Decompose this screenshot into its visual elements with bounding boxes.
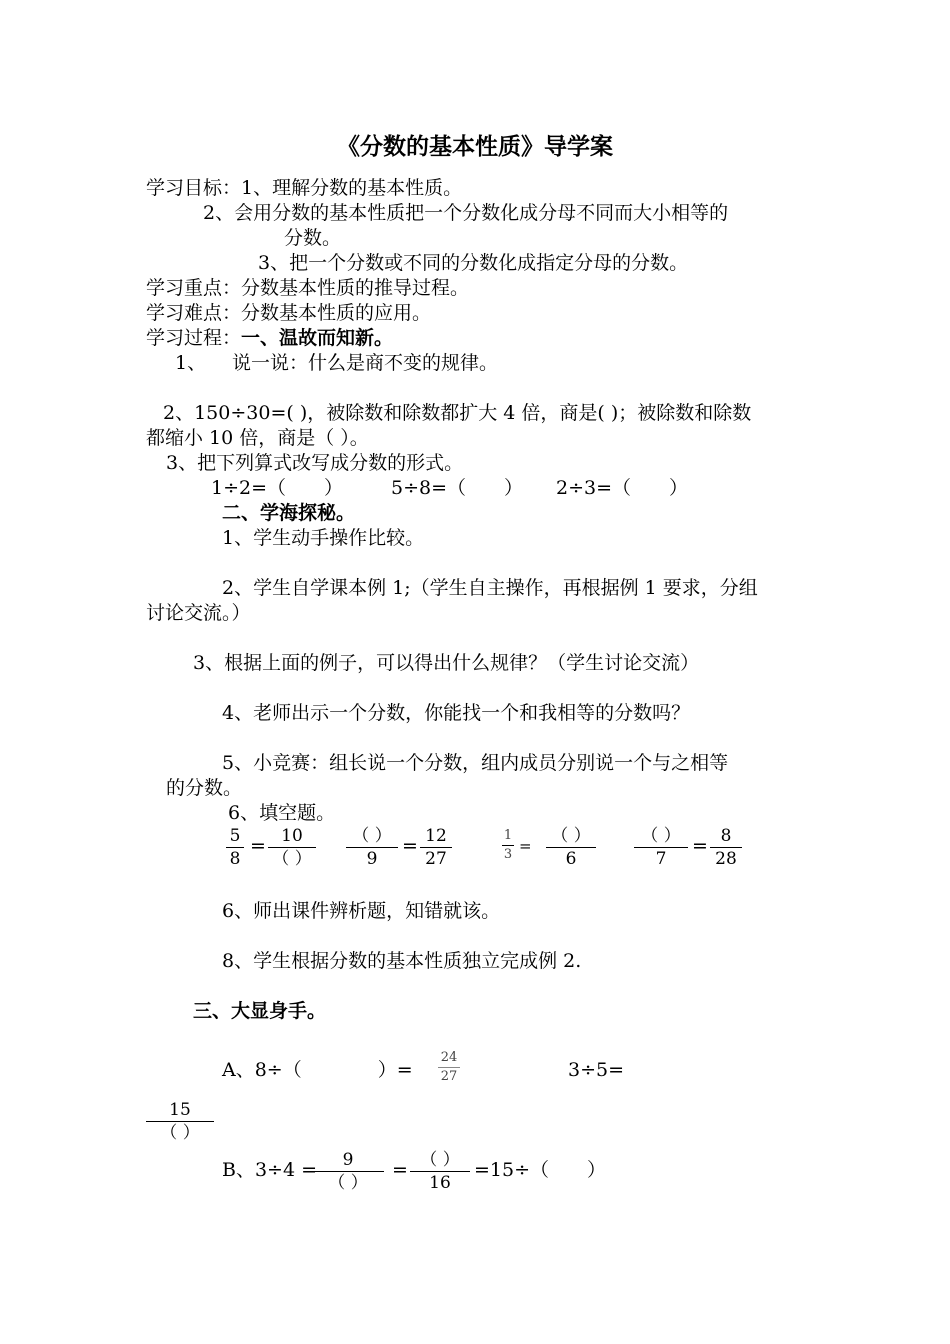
s2-item-1: 1、学生动手操作比较。: [222, 527, 425, 549]
numerator-blank[interactable]: （ ）: [641, 826, 681, 846]
numerator-blank[interactable]: （ ）: [352, 826, 392, 846]
q2-line-a: 2、150÷30=( )，被除数和除数都扩大 4 倍，商是( )；被除数和除数: [163, 402, 752, 424]
numerator: 5: [229, 826, 241, 846]
goals-line-1: [146, 176, 462, 200]
denominator: 27: [425, 849, 447, 869]
fraction: [634, 826, 688, 869]
exercise-b-tail: =15÷（ ）: [474, 1159, 607, 1181]
goal-2b: 分数。: [284, 227, 342, 249]
fraction: [146, 1100, 214, 1143]
q1-number: 1、: [175, 352, 207, 374]
goal-1: 1、理解分数的基本性质。: [241, 177, 463, 199]
denominator: 27: [440, 1069, 458, 1084]
s2-item-2b: 讨论交流。）: [146, 602, 251, 624]
q3-expr-2: 5÷8=（ ）: [391, 477, 524, 499]
numerator: 1: [503, 828, 513, 843]
numerator: 8: [720, 826, 732, 846]
fraction: [346, 826, 398, 869]
numerator: 10: [281, 826, 303, 846]
equals-sign: =: [402, 835, 418, 857]
q3-expr-1: 1÷2=（ ）: [211, 477, 344, 499]
s2-item-8: 8、学生根据分数的基本性质独立完成例 2.: [222, 950, 582, 972]
fraction: [502, 828, 514, 863]
numerator: 12: [425, 826, 447, 846]
denominator: 6: [565, 849, 577, 869]
denominator-blank[interactable]: （ ）: [272, 849, 312, 869]
numerator-blank[interactable]: （ ）: [420, 1150, 460, 1170]
s2-item-6: 6、填空题。: [228, 802, 336, 824]
s2-item-5b: 的分数。: [166, 777, 243, 799]
s2-item-4: 4、老师出示一个分数，你能找一个和我相等的分数吗？: [222, 702, 691, 724]
q3-text: 3、把下列算式改写成分数的形式。: [166, 452, 464, 474]
fraction: [312, 1150, 384, 1193]
denominator: 3: [503, 847, 513, 862]
fraction: [420, 826, 452, 869]
fraction: [410, 1150, 470, 1193]
section-1-heading: 一、温故而知新。: [241, 327, 394, 349]
equals-sign: =: [250, 835, 266, 857]
denominator: 16: [429, 1173, 451, 1193]
denominator-blank[interactable]: （ ）: [328, 1173, 368, 1193]
numerator: 9: [342, 1150, 354, 1170]
goals-label: 学习目标：: [146, 177, 242, 199]
goal-3: 3、把一个分数或不同的分数化成指定分母的分数。: [258, 252, 689, 274]
difficulty-line: 学习难点：分数基本性质的应用。: [146, 302, 432, 324]
q1-text: 说一说：什么是商不变的规律。: [232, 352, 499, 374]
fraction: [710, 826, 742, 869]
equals-sign: =: [692, 835, 708, 857]
goal-2a: 2、会用分数的基本性质把一个分数化成分母不同而大小相等的: [203, 202, 729, 224]
denominator: 9: [366, 849, 378, 869]
s2-item-5a: 5、小竞赛：组长说一个分数，组内成员分别说一个与之相等: [222, 752, 729, 774]
s2-item-2a: 2、学生自学课本例 1;（学生自主操作，再根据例 1 要求，分组: [222, 577, 758, 599]
exercise-a-label: A、8÷（ ）=: [222, 1059, 413, 1081]
q2-line-b: 都缩小 10 倍，商是（ ）。: [146, 427, 369, 449]
denominator-blank[interactable]: （ ）: [160, 1123, 200, 1143]
fraction: [546, 826, 596, 869]
numerator: 15: [169, 1100, 191, 1120]
fraction: [268, 826, 316, 869]
denominator: 7: [655, 849, 667, 869]
section-3-heading: 三、大显身手。: [193, 1000, 327, 1022]
equals-sign: =: [392, 1159, 408, 1181]
q3-expr-3: 2÷3=（ ）: [556, 477, 689, 499]
denominator: 8: [229, 849, 241, 869]
denominator: 28: [715, 849, 737, 869]
exercise-a-right: 3÷5=: [568, 1059, 625, 1081]
numerator-blank[interactable]: （ ）: [551, 826, 591, 846]
equals-sign: =: [519, 837, 532, 855]
section-2-heading: 二、学海探秘。: [222, 502, 356, 524]
document-title: 《分数的基本性质》导学案: [337, 133, 613, 160]
numerator: 24: [440, 1050, 458, 1065]
s2-item-3: 3、根据上面的例子，可以得出什么规律？（学生讨论交流）: [193, 652, 700, 674]
s2-item-7: 6、师出课件辨析题，知错就该。: [222, 900, 501, 922]
process-line: [146, 326, 393, 350]
focus-line: 学习重点：分数基本性质的推导过程。: [146, 277, 470, 299]
process-label: 学习过程：: [146, 327, 242, 349]
exercise-b-label: B、3÷4 =: [222, 1159, 318, 1181]
fraction: [438, 1050, 460, 1085]
fraction: [226, 826, 244, 869]
